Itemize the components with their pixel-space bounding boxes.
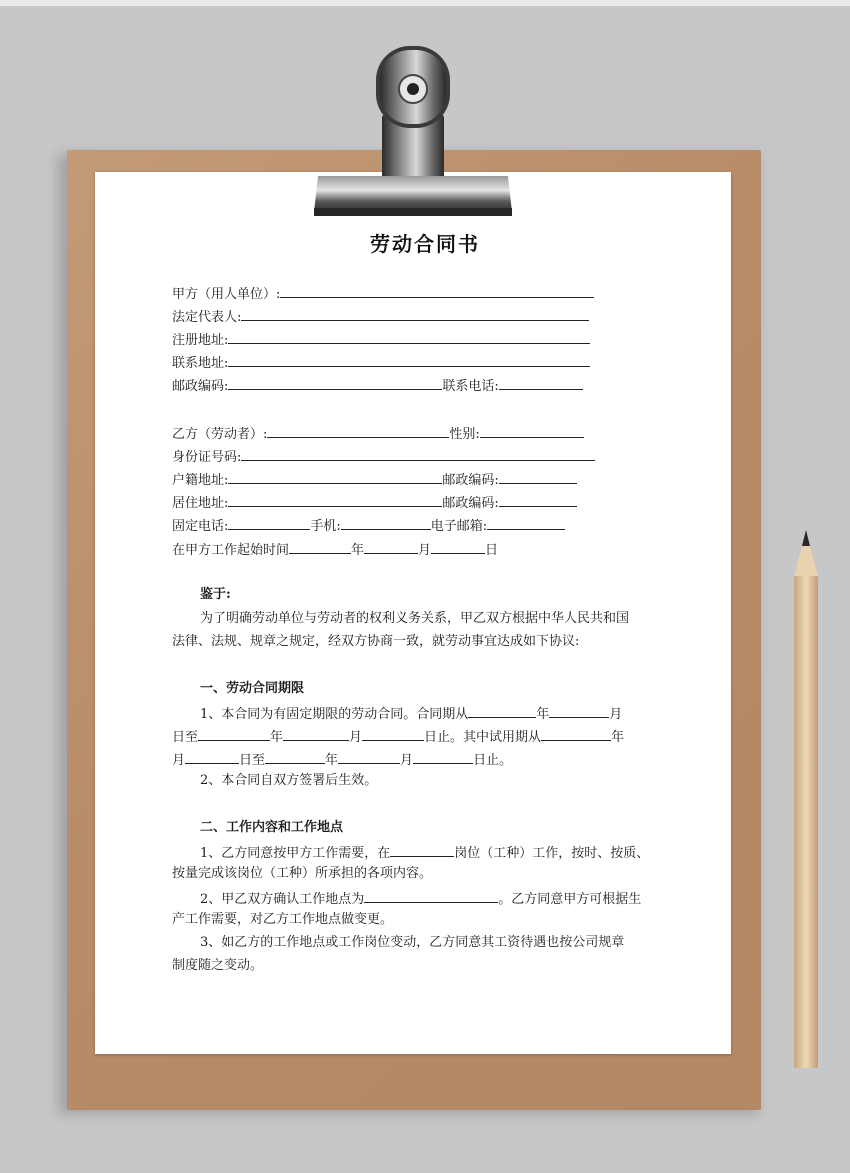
day-label: 日 xyxy=(485,543,499,558)
legal-rep-blank[interactable] xyxy=(241,307,589,321)
gender-blank[interactable] xyxy=(480,424,584,438)
contract-start-year-blank[interactable] xyxy=(468,704,536,718)
section-1-year-4: 年 xyxy=(325,753,339,768)
document-title: 劳动合同书 xyxy=(370,232,480,256)
section-1-month-2: 月 xyxy=(349,730,363,745)
trial-end-day-blank[interactable] xyxy=(413,750,473,764)
start-time-label: 在甲方工作起始时间 xyxy=(172,543,290,558)
section-1-trial-text: 日止。其中试用期从 xyxy=(424,730,542,745)
section-1-text-a: 1、本合同为有固定期限的劳动合同。合同期从 xyxy=(200,707,469,722)
mobile-label: 手机: xyxy=(310,519,341,534)
section-2-line-2: 按量完成该岗位（工种）所承担的各项内容。 xyxy=(172,866,433,881)
section-2-line-5: 3、如乙方的工作地点或工作岗位变动，乙方同意其工资待遇也按公司规章 xyxy=(200,935,625,950)
section-2-line-1 xyxy=(200,843,649,862)
position-blank[interactable] xyxy=(390,843,454,857)
postcode-blank[interactable] xyxy=(228,376,442,390)
section-1-heading: 一、劳动合同期限 xyxy=(200,681,305,696)
trial-start-year-blank[interactable] xyxy=(541,727,611,741)
section-2-heading: 二、工作内容和工作地点 xyxy=(200,820,344,835)
section-2-line-3 xyxy=(200,889,641,908)
section-2-line-6: 制度随之变动。 xyxy=(172,958,264,973)
start-day-blank[interactable] xyxy=(431,540,485,554)
section-1-line-2 xyxy=(172,727,624,746)
postcode-label: 邮政编码: xyxy=(172,379,229,394)
section-2-line-4: 产工作需要，对乙方工作地点做变更。 xyxy=(172,912,394,927)
household-address-blank[interactable] xyxy=(228,470,442,484)
phone-label: 联系电话: xyxy=(442,379,499,394)
section-1-line-3 xyxy=(172,750,512,769)
household-address-label: 户籍地址: xyxy=(172,473,229,488)
residence-row xyxy=(172,493,577,512)
start-year-blank[interactable] xyxy=(289,540,351,554)
section-2-text-c: 2、甲乙双方确认工作地点为 xyxy=(200,892,365,907)
id-number-label: 身份证号码: xyxy=(172,450,242,465)
email-label: 电子邮箱: xyxy=(430,519,488,534)
residence-postcode-blank[interactable] xyxy=(499,493,577,507)
section-1-day-to: 日至 xyxy=(172,730,199,745)
residence-postcode-label: 邮政编码: xyxy=(442,496,499,511)
section-1-end-text: 日止。 xyxy=(473,753,513,768)
residence-address-label: 居住地址: xyxy=(172,496,229,511)
section-1-month-3: 月 xyxy=(172,753,186,768)
section-1-month-4: 月 xyxy=(400,753,414,768)
legal-rep-row xyxy=(172,307,589,326)
employer-row xyxy=(172,284,594,303)
contact-address-blank[interactable] xyxy=(228,353,590,367)
worker-row xyxy=(172,424,584,443)
year-label: 年 xyxy=(351,543,365,558)
trial-end-year-blank[interactable] xyxy=(265,750,325,764)
work-location-blank[interactable] xyxy=(364,889,498,903)
section-1-month-1: 月 xyxy=(609,707,623,722)
section-2-text-b: 岗位（工种）工作，按时、按质、 xyxy=(454,846,650,861)
trial-start-month-blank[interactable] xyxy=(185,750,239,764)
employer-blank[interactable] xyxy=(280,284,594,298)
reg-address-label: 注册地址: xyxy=(172,333,229,348)
household-postcode-blank[interactable] xyxy=(499,470,577,484)
section-1-year-2: 年 xyxy=(270,730,284,745)
contact-address-label: 联系地址: xyxy=(172,356,229,371)
id-number-row xyxy=(172,447,595,466)
reg-address-blank[interactable] xyxy=(228,330,590,344)
contract-end-month-blank[interactable] xyxy=(283,727,349,741)
whereas-line-2: 法律、法规、规章之规定，经双方协商一致，就劳动事宜达成如下协议: xyxy=(172,634,580,649)
email-blank[interactable] xyxy=(487,516,565,530)
phone-blank[interactable] xyxy=(499,376,583,390)
section-1-line-1 xyxy=(200,704,622,723)
section-1-year-1: 年 xyxy=(536,707,550,722)
postcode-phone-row xyxy=(172,376,583,395)
pencil-icon xyxy=(791,528,821,1073)
contract-start-month-blank[interactable] xyxy=(549,704,609,718)
trial-end-month-blank[interactable] xyxy=(338,750,400,764)
binder-clip-icon xyxy=(310,44,515,222)
section-1-year-3: 年 xyxy=(611,730,625,745)
contact-address-row xyxy=(172,353,590,372)
month-label: 月 xyxy=(418,543,432,558)
household-row xyxy=(172,470,577,489)
contract-end-year-blank[interactable] xyxy=(198,727,270,741)
section-1-day-to-2: 日至 xyxy=(239,753,266,768)
top-edge xyxy=(0,0,850,6)
section-2-text-d: 。乙方同意甲方可根据生 xyxy=(498,892,642,907)
id-number-blank[interactable] xyxy=(241,447,595,461)
section-1-line-4: 2、本合同自双方签署后生效。 xyxy=(200,773,378,788)
whereas-heading: 鉴于: xyxy=(200,587,231,602)
start-month-blank[interactable] xyxy=(364,540,418,554)
start-time-row xyxy=(172,540,498,559)
household-postcode-label: 邮政编码: xyxy=(442,473,499,488)
reg-address-row xyxy=(172,330,590,349)
section-2-text-a: 1、乙方同意按甲方工作需要，在 xyxy=(200,846,391,861)
worker-label: 乙方（劳动者）: xyxy=(172,427,268,442)
residence-address-blank[interactable] xyxy=(228,493,442,507)
gender-label: 性别: xyxy=(449,427,480,442)
legal-rep-label: 法定代表人: xyxy=(172,310,242,325)
mobile-blank[interactable] xyxy=(341,516,431,530)
fixed-phone-label: 固定电话: xyxy=(172,519,229,534)
fixed-phone-blank[interactable] xyxy=(228,516,310,530)
employer-label: 甲方（用人单位）: xyxy=(172,287,281,302)
worker-blank[interactable] xyxy=(267,424,449,438)
whereas-line-1: 为了明确劳动单位与劳动者的权利义务关系，甲乙双方根据中华人民共和国 xyxy=(200,611,630,626)
contact-row xyxy=(172,516,565,535)
contract-end-day-blank[interactable] xyxy=(362,727,424,741)
